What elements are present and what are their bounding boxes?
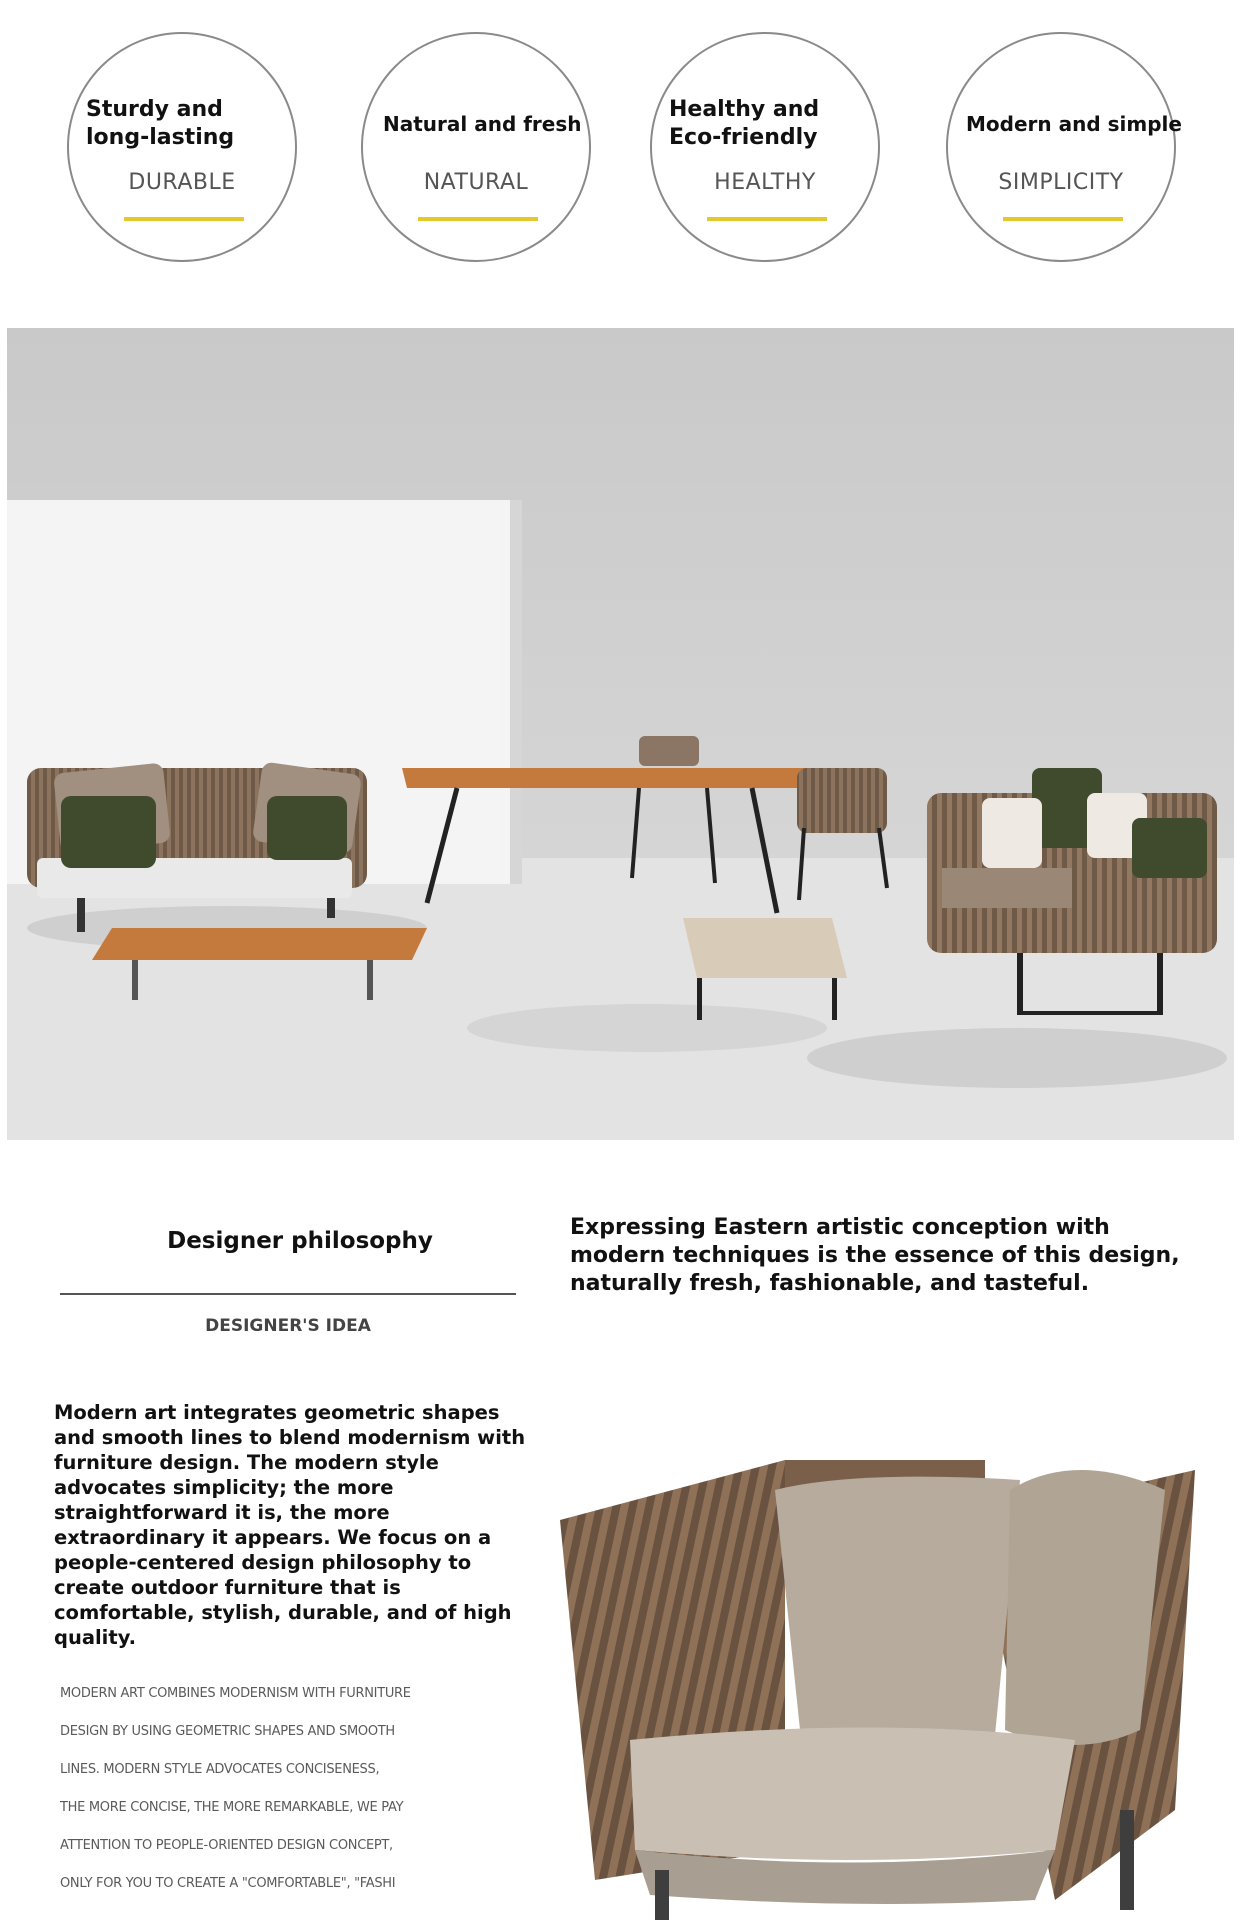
philosophy-title: Designer philosophy bbox=[167, 1228, 433, 1254]
feature-simplicity bbox=[946, 32, 1182, 262]
design-expression-text: Expressing Eastern artistic conception with modern techniques is the essence of this design, naturally fresh, fashionable, and tasteful. bbox=[570, 1215, 1180, 1296]
accent-bar bbox=[418, 217, 538, 221]
feature-subtitle: NATURAL bbox=[423, 170, 529, 195]
caps-line: LINES. MODERN STYLE ADVOCATES CONCISENESS, bbox=[60, 1762, 380, 1777]
caps-line: MODERN ART COMBINES MODERNISM WITH FURNITURE bbox=[60, 1686, 411, 1701]
caps-line: THE MORE CONCISE, THE MORE REMARKABLE, WE PAY bbox=[60, 1800, 404, 1815]
feature-subtitle: SIMPLICITY bbox=[998, 170, 1124, 195]
feature-title: Modern and simple bbox=[966, 112, 1182, 136]
philosophy-body: Modern art integrates geometric shapes and smooth lines to blend modernism with furniture design. The modern style advocates simplicity; the more straightforward it is, the more extraordinary it appears. We focus on a people-centered design philosophy to create outdoor furniture that is comfortable, stylish, durable, and of high quality. bbox=[54, 1401, 526, 1649]
feature-subtitle: DURABLE bbox=[128, 170, 236, 195]
philosophy-english-text bbox=[60, 1686, 460, 1914]
feature-title: Natural and fresh bbox=[383, 112, 582, 136]
accent-bar bbox=[1003, 217, 1123, 221]
feature-subtitle: HEALTHY bbox=[714, 170, 816, 195]
caps-line: DESIGN BY USING GEOMETRIC SHAPES AND SMOOTH bbox=[60, 1724, 395, 1739]
furniture-scene-photo bbox=[7, 328, 1234, 1140]
divider bbox=[60, 1293, 516, 1295]
accent-bar bbox=[124, 217, 244, 221]
armchair-photo bbox=[555, 1430, 1235, 1920]
caps-line: ATTENTION TO PEOPLE-ORIENTED DESIGN CONCEPT, bbox=[60, 1838, 393, 1853]
accent-bar bbox=[707, 217, 827, 221]
feature-durable bbox=[67, 32, 297, 262]
feature-badges bbox=[0, 0, 1240, 300]
feature-healthy bbox=[650, 32, 880, 262]
feature-natural bbox=[361, 32, 591, 262]
feature-title: Healthy and Eco-friendly bbox=[669, 97, 820, 150]
feature-title: Sturdy and long-lasting bbox=[86, 97, 235, 150]
caps-line: ONLY FOR YOU TO CREATE A "COMFORTABLE", "FASHI bbox=[60, 1876, 396, 1891]
philosophy-subtitle: DESIGNER'S IDEA bbox=[205, 1316, 371, 1336]
